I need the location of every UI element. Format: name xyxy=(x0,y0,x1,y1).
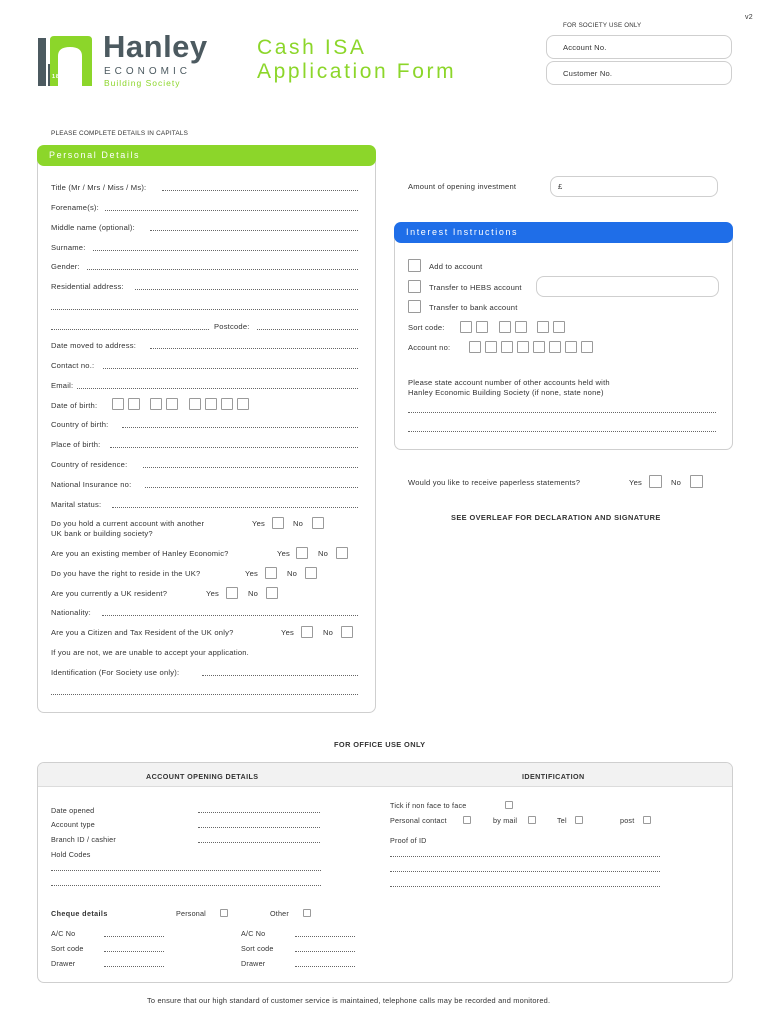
cheque-personal-checkbox[interactable] xyxy=(220,909,228,917)
postcode-label: Postcode: xyxy=(214,322,250,331)
cheque-personal-label: Personal xyxy=(176,909,206,918)
date-opened-field[interactable] xyxy=(198,812,320,813)
identification-field-1[interactable] xyxy=(202,675,358,676)
date-moved-label: Date moved to address: xyxy=(51,341,137,350)
q-citizen-label: Are you a Citizen and Tax Resident of the UK only? xyxy=(51,628,234,637)
sort-code-label-2: Sort code xyxy=(241,944,274,953)
post-label: post xyxy=(620,816,635,825)
ni-label: National Insurance no: xyxy=(51,480,132,489)
add-to-account-checkbox[interactable] xyxy=(408,259,421,272)
account-no-box-5[interactable] xyxy=(533,341,545,353)
identification-field-2[interactable] xyxy=(51,694,358,695)
customer-no-label: Customer No. xyxy=(563,69,613,78)
brand-sub: ECONOMIC xyxy=(104,66,191,77)
other-accounts-label-1: Please state account number of other accounts held with xyxy=(408,378,610,387)
other-accounts-field-1[interactable] xyxy=(408,412,716,413)
add-to-account-label: Add to account xyxy=(429,262,483,271)
identification-heading: IDENTIFICATION xyxy=(522,772,585,781)
hold-codes-field-1[interactable] xyxy=(51,870,321,871)
email-field[interactable] xyxy=(77,388,358,389)
q-reside-yes-checkbox[interactable] xyxy=(265,567,277,579)
sort-code-box-2[interactable] xyxy=(476,321,488,333)
ac-no-field-2[interactable] xyxy=(295,936,355,937)
dob-day-1[interactable] xyxy=(112,398,124,410)
footer-note: To ensure that our high standard of customer service is maintained, telephone calls may be recorded and monitored. xyxy=(147,996,551,1005)
personal-contact-label: Personal contact xyxy=(390,816,447,825)
country-birth-field[interactable] xyxy=(122,427,358,428)
address-field-3[interactable] xyxy=(51,329,209,330)
dob-year-2[interactable] xyxy=(205,398,217,410)
q-resident-no-label: No xyxy=(248,589,259,598)
account-no-box-8[interactable] xyxy=(581,341,593,353)
q-member-yes-checkbox[interactable] xyxy=(296,547,308,559)
transfer-bank-checkbox[interactable] xyxy=(408,300,421,313)
ac-no-label-2: A/C No xyxy=(241,929,266,938)
surname-label: Surname: xyxy=(51,243,86,252)
customer-no-box[interactable] xyxy=(546,61,732,85)
place-birth-field[interactable] xyxy=(110,447,358,448)
post-checkbox[interactable] xyxy=(643,816,651,824)
dob-year-1[interactable] xyxy=(189,398,201,410)
sort-code-box-4[interactable] xyxy=(515,321,527,333)
office-use-heading: FOR OFFICE USE ONLY xyxy=(334,740,426,749)
interest-heading: Interest Instructions xyxy=(394,222,733,243)
marital-label: Marital status: xyxy=(51,500,102,509)
q-resident-no-checkbox[interactable] xyxy=(266,587,278,599)
sort-code-box-6[interactable] xyxy=(553,321,565,333)
account-no-label: Account No. xyxy=(563,43,607,52)
by-mail-label: by mail xyxy=(493,816,518,825)
transfer-hebs-label: Transfer to HEBS account xyxy=(429,283,522,292)
dob-year-4[interactable] xyxy=(237,398,249,410)
q-member-label: Are you an existing member of Hanley Economic? xyxy=(51,549,229,558)
nationality-field[interactable] xyxy=(102,615,358,616)
cheque-details-label: Cheque details xyxy=(51,909,108,918)
other-accounts-field-2[interactable] xyxy=(408,431,716,432)
account-no-box[interactable] xyxy=(546,35,732,59)
personal-details-heading: Personal Details xyxy=(37,145,376,166)
account-opening-heading: ACCOUNT OPENING DETAILS xyxy=(146,772,259,781)
q-resident-yes-label: Yes xyxy=(206,589,219,598)
date-opened-label: Date opened xyxy=(51,806,95,815)
account-no-box-6[interactable] xyxy=(549,341,561,353)
paperless-no-label: No xyxy=(671,478,682,487)
ac-no-field-1[interactable] xyxy=(104,936,164,937)
surname-field[interactable] xyxy=(93,250,358,251)
q-current-yes-label: Yes xyxy=(252,519,265,528)
place-birth-label: Place of birth: xyxy=(51,440,101,449)
title-label: Title (Mr / Mrs / Miss / Ms): xyxy=(51,183,147,192)
hold-codes-label: Hold Codes xyxy=(51,850,91,859)
forenames-label: Forename(s): xyxy=(51,203,99,212)
brand-name: Hanley xyxy=(103,29,208,64)
currency-symbol: £ xyxy=(558,182,563,191)
tel-label: Tel xyxy=(557,816,567,825)
q-current-no-label: No xyxy=(293,519,304,528)
account-no-box-3[interactable] xyxy=(501,341,513,353)
address-label: Residential address: xyxy=(51,282,124,291)
account-no-label-2: Account no: xyxy=(408,343,451,352)
q-citizen-no-label: No xyxy=(323,628,334,637)
address-field-1[interactable] xyxy=(135,289,358,290)
country-birth-label: Country of birth: xyxy=(51,420,109,429)
proof-of-id-label: Proof of ID xyxy=(390,836,427,845)
q-current-no-checkbox[interactable] xyxy=(312,517,324,529)
contact-label: Contact no.: xyxy=(51,361,95,370)
branch-field[interactable] xyxy=(198,842,320,843)
sort-code-field-2[interactable] xyxy=(295,951,355,952)
account-type-field[interactable] xyxy=(198,827,320,828)
form-title-line1: Cash ISA xyxy=(257,36,367,59)
branch-label: Branch ID / cashier xyxy=(51,835,116,844)
proof-of-id-field-3[interactable] xyxy=(390,886,660,887)
sort-code-box-5[interactable] xyxy=(537,321,549,333)
drawer-label-2: Drawer xyxy=(241,959,266,968)
account-no-box-2[interactable] xyxy=(485,341,497,353)
sort-code-field-1[interactable] xyxy=(104,951,164,952)
unable-note: If you are not, we are unable to accept your application. xyxy=(51,648,249,657)
drawer-label-1: Drawer xyxy=(51,959,76,968)
address-field-2[interactable] xyxy=(51,309,358,310)
sort-code-box-1[interactable] xyxy=(460,321,472,333)
hebs-account-field[interactable] xyxy=(536,276,719,297)
identification-label: Identification (For Society use only): xyxy=(51,668,180,677)
by-mail-checkbox[interactable] xyxy=(528,816,536,824)
version-label: v2 xyxy=(745,14,753,21)
gender-label: Gender: xyxy=(51,262,80,271)
society-use-heading: FOR SOCIETY USE ONLY xyxy=(563,22,642,29)
dob-day-2[interactable] xyxy=(128,398,140,410)
personal-contact-checkbox[interactable] xyxy=(463,816,471,824)
paperless-yes-label: Yes xyxy=(629,478,642,487)
q-current-label-2: UK bank or building society? xyxy=(51,529,153,538)
brand-tag: Building Society xyxy=(104,78,181,88)
account-no-box-7[interactable] xyxy=(565,341,577,353)
office-use-panel xyxy=(37,762,733,983)
q-current-yes-checkbox[interactable] xyxy=(272,517,284,529)
drawer-field-1[interactable] xyxy=(104,966,164,967)
q-member-yes-label: Yes xyxy=(277,549,290,558)
hold-codes-field-2[interactable] xyxy=(51,885,321,886)
see-overleaf-note: SEE OVERLEAF FOR DECLARATION AND SIGNATURE xyxy=(451,513,661,522)
date-moved-field[interactable] xyxy=(150,348,358,349)
investment-label: Amount of opening investment xyxy=(408,182,517,191)
paperless-label: Would you like to receive paperless statements? xyxy=(408,478,581,487)
middle-name-field[interactable] xyxy=(150,230,358,231)
middle-name-label: Middle name (optional): xyxy=(51,223,135,232)
country-res-field[interactable] xyxy=(143,467,358,468)
sort-code-label-1: Sort code xyxy=(51,944,84,953)
dob-label: Date of birth: xyxy=(51,401,98,410)
country-res-label: Country of residence: xyxy=(51,460,128,469)
postcode-field[interactable] xyxy=(257,329,358,330)
cheque-other-label: Other xyxy=(270,909,289,918)
forenames-field[interactable] xyxy=(105,210,358,211)
tick-non-face-label: Tick if non face to face xyxy=(390,801,467,810)
q-member-no-checkbox[interactable] xyxy=(336,547,348,559)
ni-field[interactable] xyxy=(145,487,358,488)
drawer-field-2[interactable] xyxy=(295,966,355,967)
logo-year: 1854 xyxy=(52,74,68,80)
proof-of-id-field-1[interactable] xyxy=(390,856,660,857)
transfer-bank-label: Transfer to bank account xyxy=(429,303,518,312)
ac-no-label-1: A/C No xyxy=(51,929,76,938)
q-reside-label: Do you have the right to reside in the UK? xyxy=(51,569,201,578)
q-citizen-yes-label: Yes xyxy=(281,628,294,637)
hanley-logo xyxy=(36,34,92,86)
tel-checkbox[interactable] xyxy=(575,816,583,824)
q-citizen-no-checkbox[interactable] xyxy=(341,626,353,638)
other-accounts-label-2: Hanley Economic Building Society (if none, state none) xyxy=(408,388,604,397)
investment-field[interactable] xyxy=(550,176,718,197)
nationality-label: Nationality: xyxy=(51,608,91,617)
proof-of-id-field-2[interactable] xyxy=(390,871,660,872)
gender-field[interactable] xyxy=(87,269,358,270)
dob-month-1[interactable] xyxy=(150,398,162,410)
paperless-no-checkbox[interactable] xyxy=(690,475,703,488)
account-no-box-4[interactable] xyxy=(517,341,529,353)
form-title-line2: Application Form xyxy=(257,60,457,83)
q-member-no-label: No xyxy=(318,549,329,558)
cheque-other-checkbox[interactable] xyxy=(303,909,311,917)
contact-field[interactable] xyxy=(103,368,358,369)
q-reside-no-checkbox[interactable] xyxy=(305,567,317,579)
account-no-box-1[interactable] xyxy=(469,341,481,353)
q-citizen-yes-checkbox[interactable] xyxy=(301,626,313,638)
q-reside-no-label: No xyxy=(287,569,298,578)
dob-month-2[interactable] xyxy=(166,398,178,410)
account-type-label: Account type xyxy=(51,820,95,829)
marital-field[interactable] xyxy=(112,507,358,508)
capitals-note: PLEASE COMPLETE DETAILS IN CAPITALS xyxy=(51,130,189,137)
transfer-hebs-checkbox[interactable] xyxy=(408,280,421,293)
email-label: Email: xyxy=(51,381,74,390)
q-current-label-1: Do you hold a current account with another xyxy=(51,519,205,528)
paperless-yes-checkbox[interactable] xyxy=(649,475,662,488)
title-field[interactable] xyxy=(162,190,358,191)
sort-code-box-3[interactable] xyxy=(499,321,511,333)
q-reside-yes-label: Yes xyxy=(245,569,258,578)
tick-non-face-checkbox[interactable] xyxy=(505,801,513,809)
sort-code-label: Sort code: xyxy=(408,323,445,332)
q-resident-label: Are you currently a UK resident? xyxy=(51,589,168,598)
q-resident-yes-checkbox[interactable] xyxy=(226,587,238,599)
dob-year-3[interactable] xyxy=(221,398,233,410)
office-use-header-bar xyxy=(38,763,732,787)
